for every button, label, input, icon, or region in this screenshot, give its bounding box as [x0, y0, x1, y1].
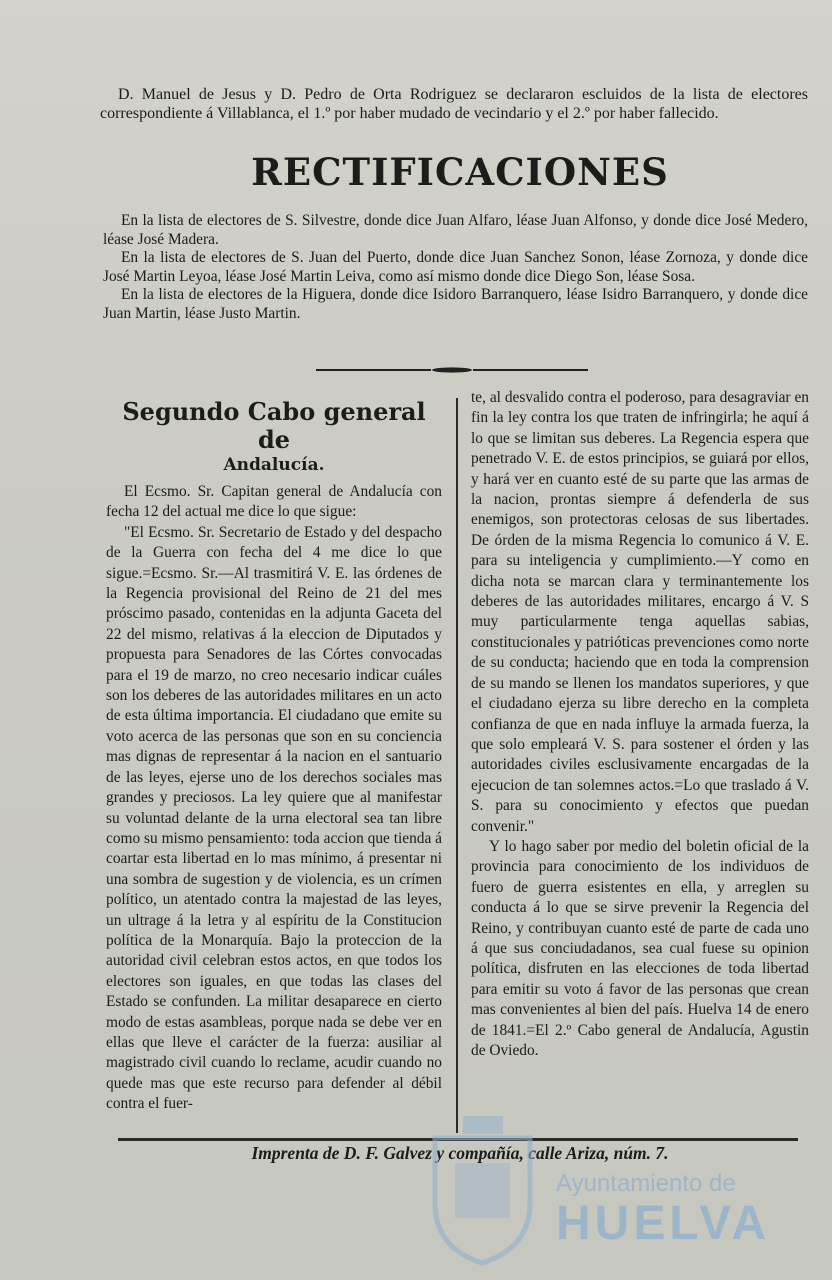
right-column	[471, 388, 809, 1061]
body-paragraph: Y lo hago saber por medio del boletin oficial de la provincia para conocimiento de los individuos de fuero de guerra esistentes en ella, y arreglen su conducta á lo que se sirve prevenir la Regencia del Reino, y contribuyan cuanto esté de parte de cada uno á que sus conciudadanos, sea cual fuese su opinion política, disfruten en las elecciones de toda libertad para emitir su voto á favor de las personas que crean mas convenientes al bien del país. Huelva 14 de enero de 1841.=El 2.º Cabo general de Andalucía, Agustin de Oviedo.	[471, 837, 809, 1059]
rectificaciones-heading: RECTIFICACIONES	[251, 150, 669, 194]
watermark-line2: HUELVA	[556, 1197, 771, 1250]
rectificacion-item: En la lista de electores de S. Juan del Puerto, donde dice Juan Sanchez Sonon, léase Zornoza, y donde dice José Martin Leyoa, léase José Martin Leiva, como así mismo donde dice Diego Son, léase Sosa.	[103, 249, 808, 285]
watermark-text	[556, 1170, 770, 1250]
intro-paragraph: D. Manuel de Jesus y D. Pedro de Orta Rodriguez se declararon escluidos de la lista de electores correspondiente á Villablanca, el 1.º por haber mudado de vecindario y el 2.º por haber fallecido.	[100, 86, 808, 122]
ornamental-divider	[316, 367, 588, 373]
section-title-line2: Andalucía.	[223, 455, 325, 475]
body-paragraph: El Ecsmo. Sr. Capitan general de Andalucía con fecha 12 del actual me dice lo que sigue:	[106, 483, 442, 521]
left-column	[106, 388, 442, 1115]
column-rule	[456, 398, 458, 1133]
coat-of-arms-watermark-icon	[425, 1108, 540, 1268]
rectificacion-item: En la lista de electores de la Higuera, donde dice Isidoro Barranquero, léase Isidro Barranquero, y donde dice Juan Martin, léase Justo Martin.	[103, 286, 808, 322]
section-title	[106, 398, 442, 476]
body-paragraph: te, al desvalido contra el poderoso, para desagraviar en fin la ley contra los que traten de infringirla; he aquí á lo que se limitan sus deberes. La Regencia espera que penetrado V. E. de estos principios, se guiará por ellos, y hará ver en cuanto esté de su parte que las armas de la nacion, prontas siempre á defenderla de sus enemigos, son protectoras celosas de sus libertades. De órden de la misma Regencia lo comunico á V. E. para su inteligencia y cumplimiento.—Y como en dicha nota se marcan clara y terminantemente los deberes de las autoridades militares, encargo á V. S muy particularmente tenga aquellas sabias, constitucionales y patrióticas prevenciones como norte de su conducta; haciendo que en toda la comprension de su mando se llenen los mandatos superiores, y que el ciudadano ejerza su libre derecho en la completa confianza de que en nada influye la armada fuerza, la que solo empleará V. S. para sostener el órden y las autoridades civiles esclusivamente encargadas de la ejecucion de tan solemnes actos.=Lo que traslado á V. S. para su conocimiento y efectos que puedan convenir."	[471, 389, 809, 835]
watermark-line1: Ayuntamiento de	[556, 1170, 736, 1197]
section-title-line1: Segundo Cabo general de	[122, 397, 426, 454]
rectificaciones-list	[103, 212, 808, 324]
imprint-line: Imprenta de D. F. Galvez y compañía, calle Ariza, núm. 7.	[251, 1143, 669, 1163]
rectificacion-item: En la lista de electores de S. Silvestre, donde dice Juan Alfaro, léase Juan Alfonso, y donde dice José Medero, léase José Madera.	[103, 212, 808, 248]
body-paragraph: "El Ecsmo. Sr. Secretario de Estado y del despacho de la Guerra con fecha del 4 me dice lo que sigue.=Ecsmo. Sr.—Al trasmitirá V. E. las órdenes de la Regencia provisional del Reino de 21 del mes próscimo pasado, contenidas en la adjunta Gaceta del 22 del mismo, relativas á la eleccion de Diputados y propuesta para Senadores de las Córtes convocadas para el 19 de marzo, no creo necesario indicar cuáles son los deberes de las autoridades militares en un acto de esta última importancia. El ciudadano que emite su voto acerca de las personas que son en su conciencia mas dignas de representar á la nacion en el santuario de las leyes, ejerse uno de los derechos sociales mas grandes y preciosos. La ley quiere que al manifestar su voluntad delante de la urna electoral sea tan libre como su mismo pensamiento: toda accion que tienda á coartar esta libertad en lo mas mínimo, á presentar ni una sombra de sugestion y de violencia, es un crímen político, un atentado contra la majestad de las leyes, un ultrage á la letra y al espíritu de la Constitucion política de la Monarquía. Bajo la proteccion de la autoridad civil celebran estos actos, en que todos los electores son iguales, en que todas las clases del Estado se confunden. La militar desaparece en cierto modo de estas asambleas, porque nada se debe ver en ellas que lleve el carácter de la fuerza: ausiliar al magistrado civil cuando lo reclame, acudir cuando no quede mas que este recurso para defender al débil contra el fuer-	[106, 523, 442, 1113]
